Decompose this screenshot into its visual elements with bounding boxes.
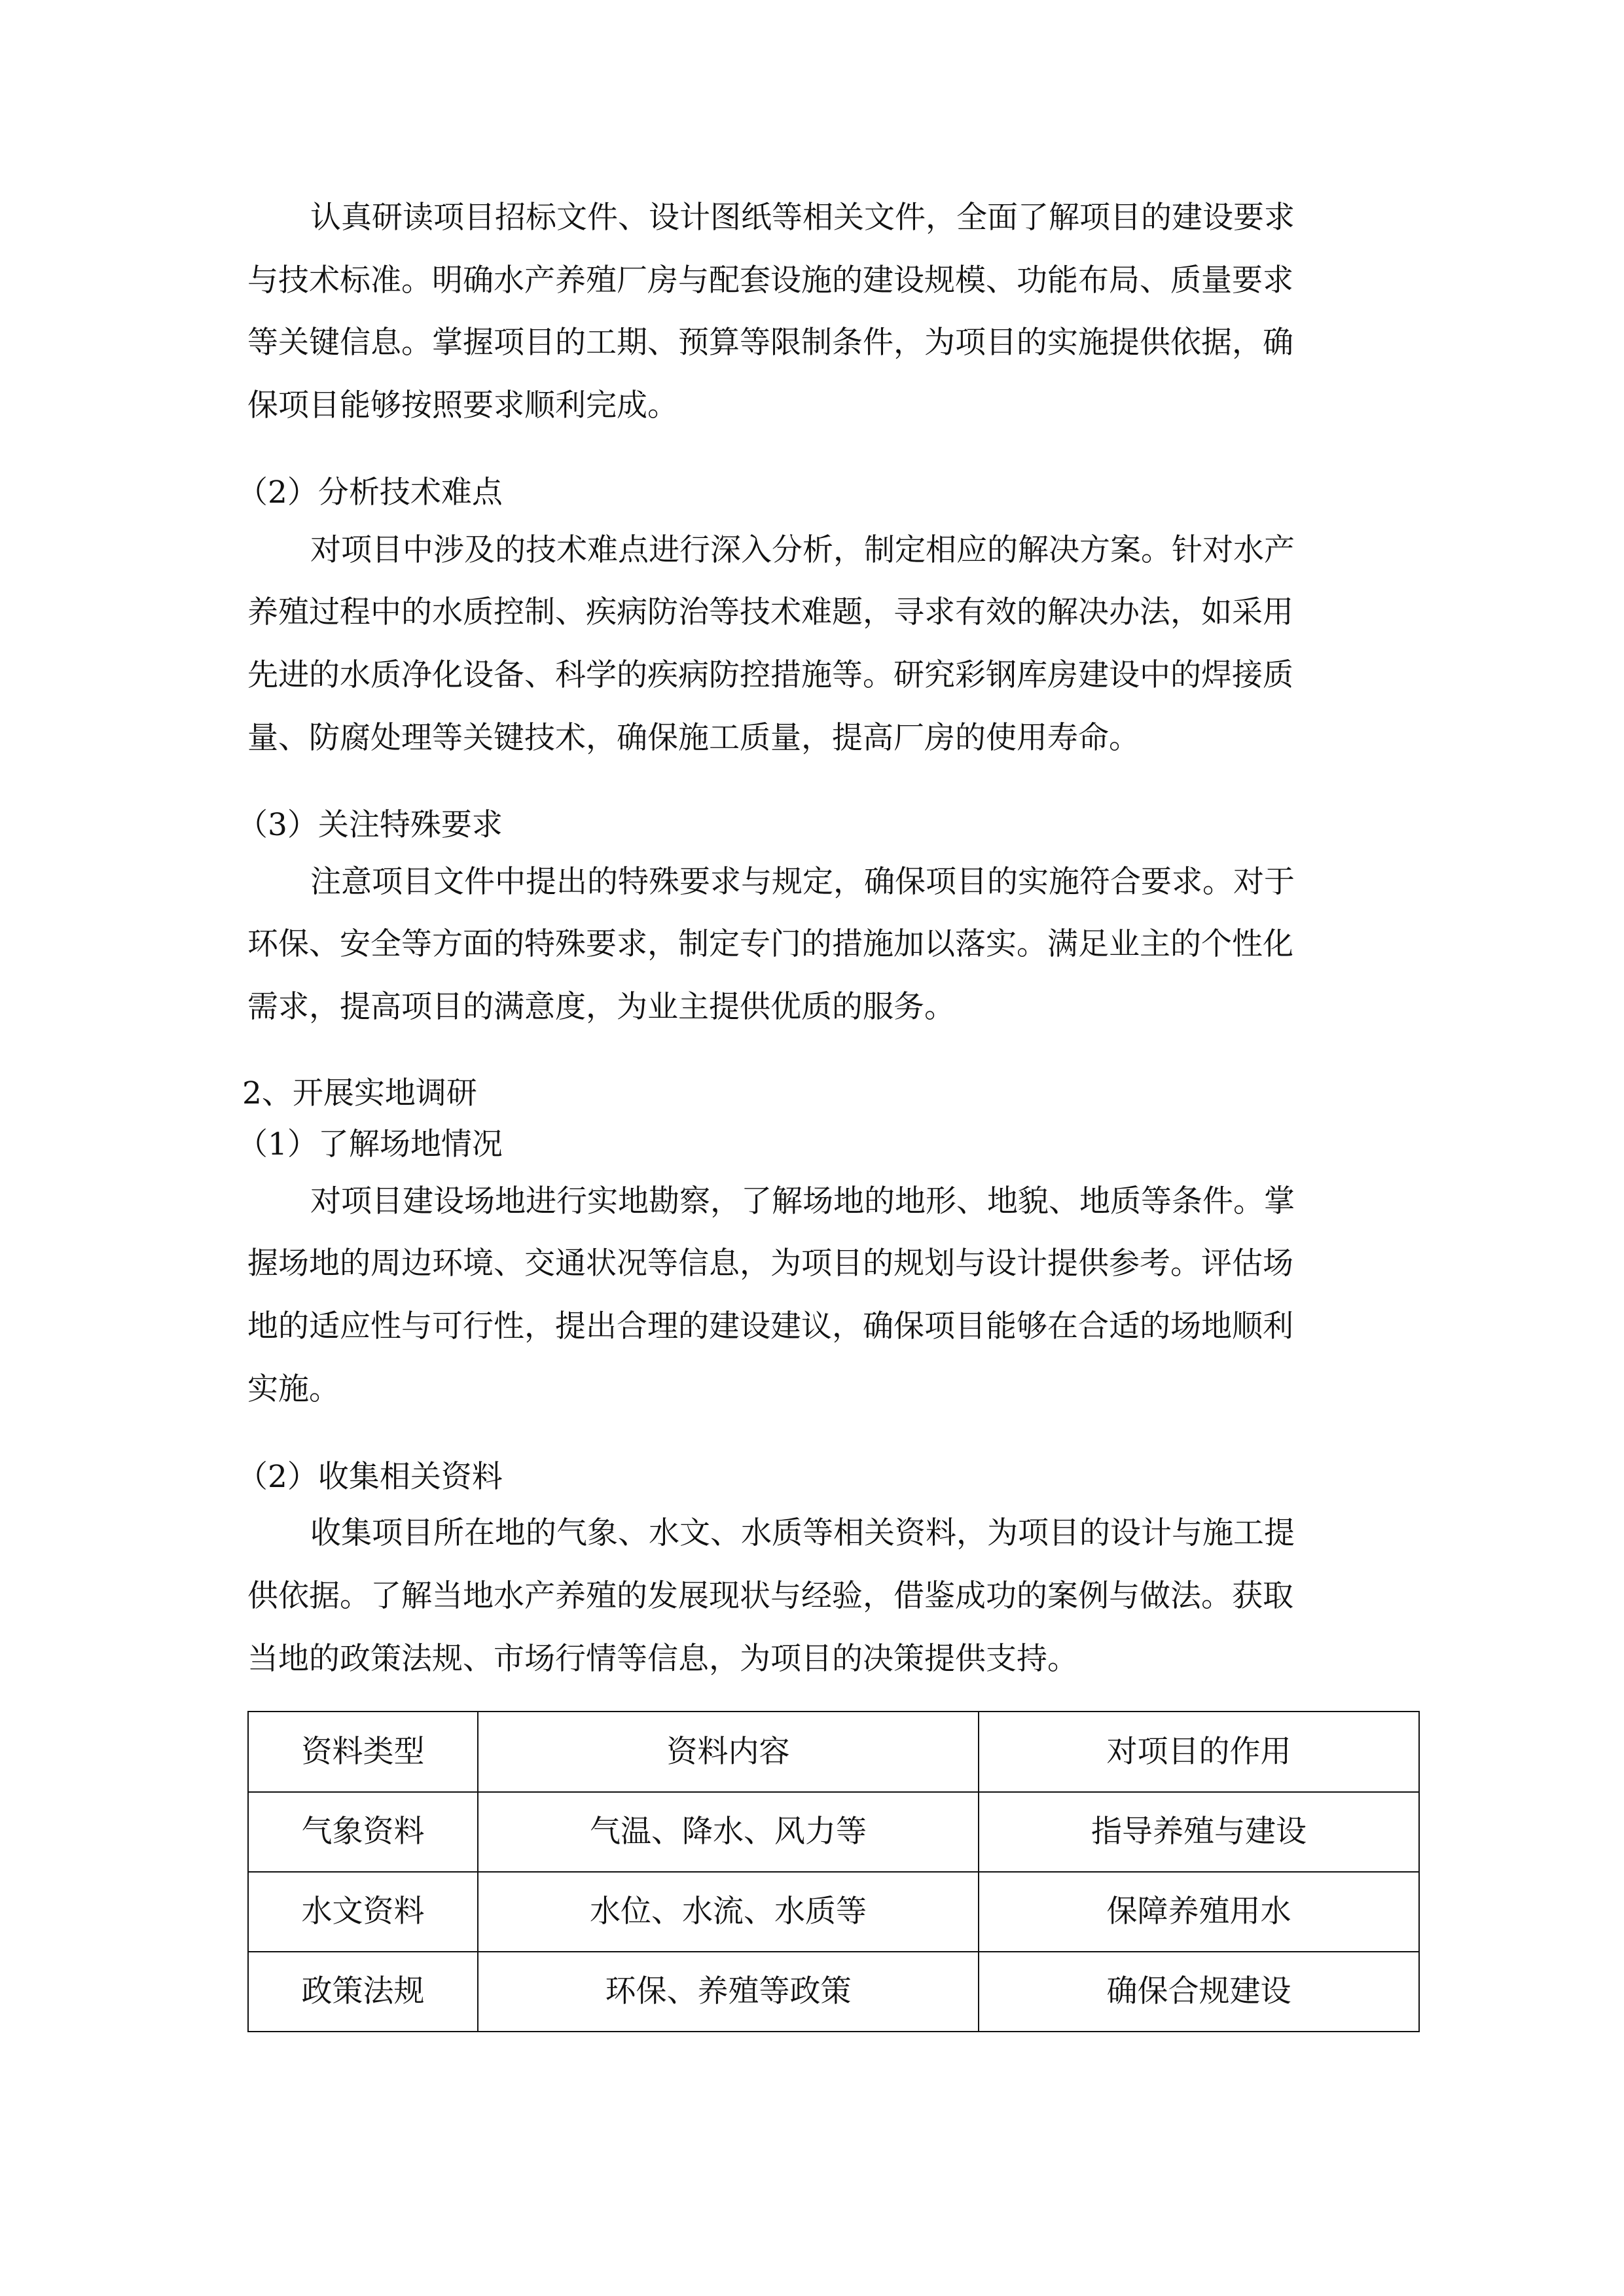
- table-row: [248, 1952, 1419, 2032]
- paragraph-line: 握场地的周边环境、交通状况等信息，为项目的规划与设计提供参考。评估场: [247, 1246, 1293, 1282]
- paragraph-line: 对项目建设场地进行实地勘察，了解场地的地形、地貌、地质等条件。掌: [310, 1183, 1295, 1219]
- table-header-cell: 资料内容: [478, 1712, 979, 1792]
- table-header-row: [248, 1712, 1419, 1792]
- paragraph-line: 实施。: [247, 1371, 340, 1407]
- section-heading-tech: （2）分析技术难点: [237, 475, 503, 511]
- table-row: [248, 1792, 1419, 1872]
- table-header-cell: 资料类型: [248, 1712, 478, 1792]
- paragraph-line: 养殖过程中的水质控制、疾病防治等技术难题，寻求有效的解决办法，如采用: [247, 594, 1293, 630]
- paragraph-line: 先进的水质净化设备、科学的疾病防控措施等。研究彩钢库房建设中的焊接质: [247, 657, 1293, 693]
- paragraph-line: 认真研读项目招标文件、设计图纸等相关文件，全面了解项目的建设要求: [310, 200, 1295, 236]
- table-cell: 确保合规建设: [979, 1952, 1419, 2032]
- table-cell: 保障养殖用水: [979, 1872, 1419, 1952]
- section-heading-site: （1）了解场地情况: [237, 1126, 503, 1162]
- materials-table: [247, 1711, 1420, 2032]
- paragraph-line: 供依据。了解当地水产养殖的发展现状与经验，借鉴成功的案例与做法。获取: [247, 1578, 1293, 1614]
- paragraph-line: 量、防腐处理等关键技术，确保施工质量，提高厂房的使用寿命。: [247, 720, 1140, 756]
- paragraph-line: 保项目能够按照要求顺利完成。: [247, 387, 678, 423]
- table-header-cell: 对项目的作用: [979, 1712, 1419, 1792]
- paragraph-line: 地的适应性与可行性，提出合理的建设建议，确保项目能够在合适的场地顺利: [247, 1308, 1293, 1344]
- paragraph-line: 当地的政策法规、市场行情等信息，为项目的决策提供支持。: [247, 1641, 1078, 1677]
- table-cell: 气温、降水、风力等: [478, 1792, 979, 1872]
- table-cell: 水位、水流、水质等: [478, 1872, 979, 1952]
- table-cell: 气象资料: [248, 1792, 478, 1872]
- paragraph-line: 与技术标准。明确水产养殖厂房与配套设施的建设规模、功能布局、质量要求: [247, 262, 1293, 298]
- paragraph-line: 需求，提高项目的满意度，为业主提供优质的服务。: [247, 989, 955, 1025]
- table-row: [248, 1872, 1419, 1952]
- paragraph-line: 收集项目所在地的气象、水文、水质等相关资料，为项目的设计与施工提: [310, 1515, 1295, 1551]
- paragraph-line: 注意项目文件中提出的特殊要求与规定，确保项目的实施符合要求。对于: [310, 864, 1295, 900]
- table-cell: 政策法规: [248, 1952, 478, 2032]
- section-heading-collect: （2）收集相关资料: [237, 1459, 503, 1495]
- table-cell: 环保、养殖等政策: [478, 1952, 979, 2032]
- paragraph-line: 对项目中涉及的技术难点进行深入分析，制定相应的解决方案。针对水产: [310, 532, 1295, 568]
- section-heading-special: （3）关注特殊要求: [237, 807, 503, 843]
- paragraph-line: 环保、安全等方面的特殊要求，制定专门的措施加以落实。满足业主的个性化: [247, 926, 1293, 962]
- table-cell: 指导养殖与建设: [979, 1792, 1419, 1872]
- section-heading-survey: 2、开展实地调研: [242, 1075, 477, 1111]
- table-cell: 水文资料: [248, 1872, 478, 1952]
- paragraph-line: 等关键信息。掌握项目的工期、预算等限制条件，为项目的实施提供依据，确: [247, 325, 1293, 361]
